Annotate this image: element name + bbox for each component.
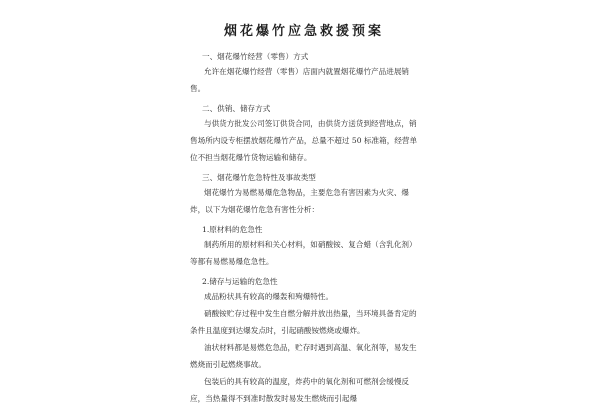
paragraph: 烟花爆竹为易燃易爆危急物品，主要危急有害因素为火灾、爆炸，以下为烟花爆竹危急有害性分析： xyxy=(190,188,410,214)
paragraph: 硝酸铵贮存过程中发生自燃分解并放出热量，当环境具备肯定的条件且温度到达爆发点时，引起硝酸铵燃烧或爆炸。 xyxy=(190,309,417,335)
paragraph: 包装后的具有较高的温度，炸药中的氧化剂和可燃剂会缓慢反应，当热量得不到准时散发时易发生燃烧而引起爆 xyxy=(190,377,410,403)
paragraph: 成品粉状具有较高的爆轰和殉爆特性。 xyxy=(204,292,334,301)
section-heading: 二、供销、储存方式 xyxy=(202,104,271,113)
document-title: 烟花爆竹应急救援预案 xyxy=(223,24,384,39)
paragraph: 制药所用的原材料和关心材料，如硝酸铵、复合蜡（含乳化剂）等都有易燃易爆危急性。 xyxy=(190,240,417,266)
paragraph: 油状材料都是易燃危急品，贮存时遇到高温、氧化剂等，易发生燃烧而引起燃烧事故。 xyxy=(190,343,417,369)
subsection-heading: 2.储存与运输的危急性 xyxy=(202,277,278,286)
section-heading: 一、烟花爆竹经营（零售）方式 xyxy=(202,52,309,61)
section-heading: 三、烟花爆竹危急特性及事故类型 xyxy=(202,173,316,182)
subsection-heading: 1.原材料的危急性 xyxy=(202,225,263,234)
document-page xyxy=(190,20,418,407)
paragraph: 允许在烟花爆竹经营（零售）店面内就置烟花爆竹产品进展销售。 xyxy=(190,67,410,93)
paragraph: 与供货方批发公司签订供货合同，由供货方送货到经营地点，销售场所内设专柜摆放烟花爆竹产品，总量不超过 50 标准箱，经营单位不担当烟花爆竹货物运输和储存。 xyxy=(190,119,418,162)
